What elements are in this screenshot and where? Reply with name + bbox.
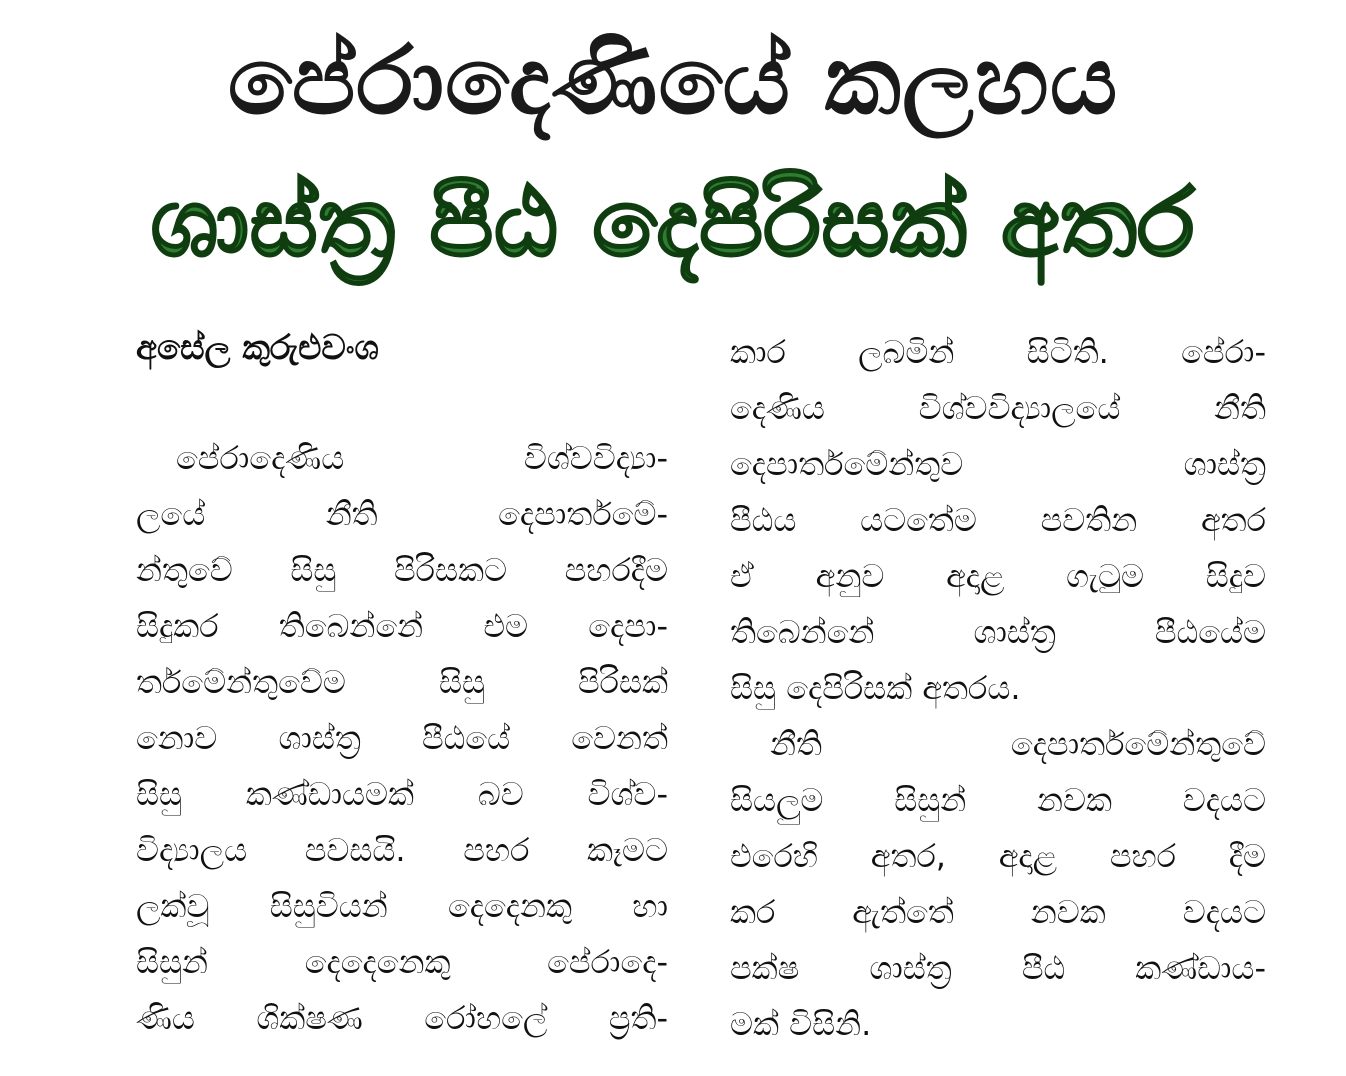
article-column-right — [730, 324, 1266, 1052]
article-line: පේරාදෙණිය විශ්වවිද්‍යා- — [176, 439, 668, 477]
article-line: නීති දෙපාර්තමේන්තුවේ — [770, 725, 1266, 763]
article-line: ලයේ නීති දෙපාර්තමේ- — [136, 495, 668, 533]
article-line: සිසු දෙපිරිසක් අතරය. — [730, 669, 1021, 707]
article-line: දෙපාර්තමේන්තුව ශාස්ත්‍ර — [730, 445, 1266, 483]
article-line: විද්‍යාලය පවසයි. පහර කෑමට — [136, 831, 668, 869]
article-line: ලක්වූ සිසුවියන් දෙදෙනකු හා — [136, 887, 668, 925]
article-line: සිසු කණ්ඩායමක් බව විශ්ව- — [136, 775, 668, 813]
article-line: පක්ෂ ශාස්ත්‍ර පීඨ කණ්ඩාය- — [730, 949, 1266, 987]
article-line: සිසුන් දෙදෙනෙකු පේරාදෙ- — [136, 943, 668, 981]
byline-author: අසේල කුරුළුවංශ — [136, 328, 379, 368]
article-line: න්තුවේ සිසු පිරිසකට පහරදීම — [136, 551, 668, 589]
article-line: කාර ලබමින් සිටිති. පේරා- — [730, 333, 1266, 371]
article-line: තිබෙන්නේ ශාස්ත්‍ර පීඨයේම — [730, 613, 1266, 651]
article-line: එරෙහි අතර, අදාළ පහර දීම — [730, 837, 1266, 875]
article-line: දෙණිය විශ්වවිද්‍යාලයේ නීති — [730, 389, 1266, 427]
article-line: නොව ශාස්ත්‍ර පීඨයේ වෙනත් — [136, 719, 668, 757]
headline-line-1: පේරාදෙණියේ කලහය — [227, 27, 1119, 136]
article-line: සියලුම සිසුන් නවක වදයට — [730, 781, 1266, 819]
article-column-left — [136, 430, 668, 1046]
article-line: ර්තමේන්තුවේම සිසු පිරිසක් — [136, 663, 668, 701]
article-line: සිදුකර තිබෙන්නේ එම දෙපා- — [136, 607, 668, 645]
article-line: ණිය ශික්ෂණ රෝහලේ ප්‍රති- — [136, 999, 668, 1037]
article-line: පීඨය යටතේම පවතින අතර — [730, 501, 1266, 539]
article-line: කර ඇත්තේ නවක වදයට — [730, 893, 1266, 931]
headline-line-2: ශාස්ත්‍ර පීඨ දෙපිරිසක් අතර — [150, 169, 1196, 278]
article-line: ඒ අනුව අදාළ ගැටුම සිදුව — [730, 557, 1266, 595]
article-line: මක් විසිනි. — [730, 1005, 872, 1043]
